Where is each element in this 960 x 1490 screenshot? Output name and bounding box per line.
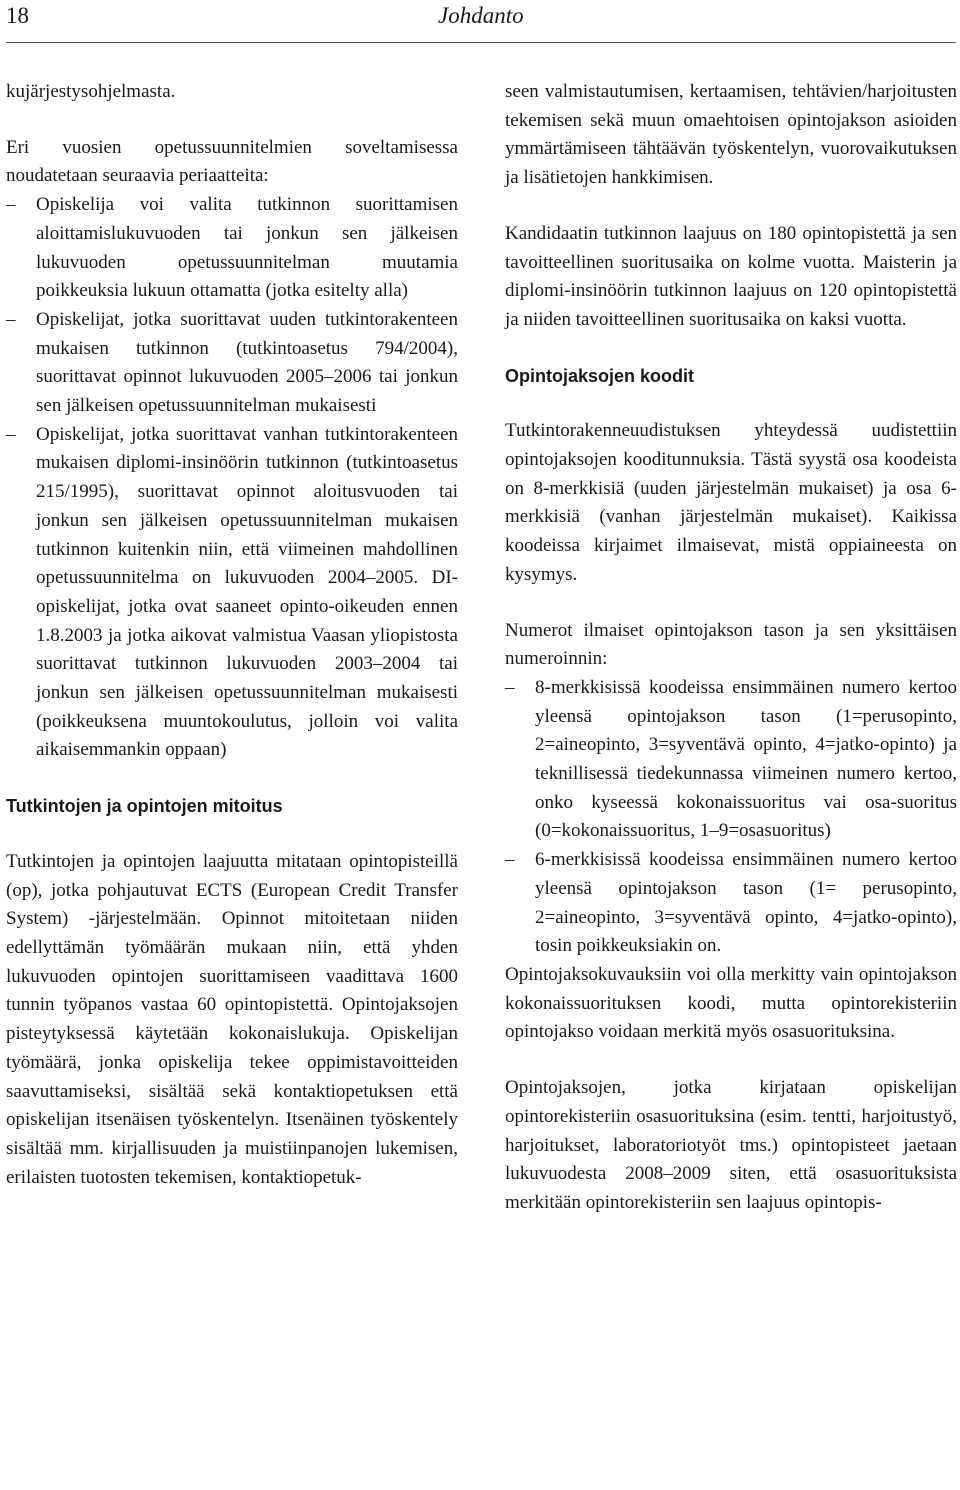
section-heading: Opintojaksojen koodit bbox=[505, 365, 695, 386]
section-heading: Tutkintojen ja opintojen mitoitus bbox=[6, 796, 283, 817]
paragraph: Eri vuosien opetussuunnitelmien soveltamisessa noudatetaan seuraavia periaatteita: bbox=[6, 136, 458, 187]
list-item: – Opiskelijat, jotka suorittavat uuden tutkintorakenteen mukaisen tutkinnon (tutkintoasetus 794/2004), suorittavat opinnot lukuvuoden 2005–2006 tai jonkun sen jälkeisen opetussuunnitelman mukaisesti bbox=[6, 306, 458, 421]
paragraph: kujärjestysohjelmasta. bbox=[6, 81, 176, 102]
list-item: – Opiskelijat, jotka suorittavat vanhan tutkintorakenteen mukaisen diplomi-insinöörin tutkinnon (tutkintoasetus 215/1995), suorittavat opinnot aloitusvuoden tai jonkun sen jälkeisen opetussuunnitelman mukaisen tutkinnon kuitenkin niin, että viimeinen mahdollinen opetussuunnitelma on lukuvuoden 2004–2005. DI-opiskelijat, jotka ovat saaneet opinto-oikeuden ennen 1.8.2003 ja jotka aikovat valmistua Vaasan yliopistosta suorittavat tutkinnon lukuvuoden 2003–2004 tai jonkun sen jälkeisen opetussuunnitelman mukaisesti (poikkeuksena muuntokoulutus, jolloin voi valita aikaisemmankin oppaan) bbox=[6, 421, 458, 765]
list-item: – Opiskelija voi valita tutkinnon suorittamisen aloittamislukuvuoden tai jonkun sen jälkeisen lukuvuoden opetussuunnitelman muutamia poikkeuksia lukuun ottamatta (jotka esitelty alla) bbox=[6, 191, 458, 306]
codes-list bbox=[505, 674, 957, 961]
page-header bbox=[6, 0, 956, 43]
paragraph: Tutkintorakenneuudistuksen yhteydessä uudistettiin opintojaksojen kooditunnuksia. Tästä syystä osa koodeista on 8-merkkisiä (uuden järjestelmän mukaiset) ja osa 6-merkkisiä (vanhan järjestelmän mukaiset). Kaikissa koodeissa kirjaimet ilmaisevat, mistä oppiaineesta on kysymys. bbox=[505, 420, 957, 585]
left-column bbox=[6, 78, 458, 1192]
paragraph: Numerot ilmaiset opintojakson tason ja sen yksittäisen numeroinnin: bbox=[505, 619, 957, 670]
right-column bbox=[505, 78, 957, 1218]
list-item: – 6-merkkisissä koodeissa ensimmäinen numero kertoo yleensä opintojakson tason (1= perusopinto, 2=aineopinto, 3=syventävä opinto, 4=jatko-opinto), tosin poikkeuksiakin on. bbox=[505, 846, 957, 961]
page-number: 18 bbox=[6, 3, 29, 28]
paragraph: Opintojaksojen, jotka kirjataan opiskelijan opintorekisteriin osasuorituksina (esim. tentti, harjoitustyö, harjoitukset, laboratoriotyöt tms.) opintopisteet jaetaan lukuvuodesta 2008–2009 siten, että osasuorituksista merkitään opintorekisteriin sen laajuus opintopis- bbox=[505, 1077, 957, 1213]
running-title: Johdanto bbox=[438, 3, 524, 28]
list-item: – 8-merkkisissä koodeissa ensimmäinen numero kertoo yleensä opintojakson tason (1=perusopinto, 2=aineopinto, 3=syventävä opinto, 4=jatko-opinto) ja teknillisessä tiedekunnassa viimeinen numero kertoo, onko kyseessä kokonaissuoritus vai osa-suoritus (0=kokonaissuoritus, 1–9=osasuoritus) bbox=[505, 674, 957, 846]
principles-list bbox=[6, 191, 458, 765]
paragraph: Opintojaksokuvauksiin voi olla merkitty vain opintojakson kokonaissuorituksen koodi, mutta opintorekisteriin opintojakso voidaan merkitä myös osasuorituksina. bbox=[505, 963, 957, 1043]
paragraph: seen valmistautumisen, kertaamisen, tehtävien/harjoitusten tekemisen sekä muun omaehtoisen opintojakson asioiden ymmärtämiseen tähtäävän työskentelyn, vuorovaikutuksen ja lisätietojen hankkimisen. bbox=[505, 81, 957, 189]
paragraph: Kandidaatin tutkinnon laajuus on 180 opintopistettä ja sen tavoitteellinen suoritusaika on kolme vuotta. Maisterin ja diplomi-insinöörin tutkinnon laajuus on 120 opintopistettä ja niiden tavoitteellinen suoritusaika on kaksi vuotta. bbox=[505, 222, 957, 330]
paragraph: Tutkintojen ja opintojen laajuutta mitataan opintopisteillä (op), jotka pohjautuvat ECTS (European Credit Transfer System) -järjestelmään. Opinnot mitoitetaan niiden edellyttämän työmäärän mukaan niin, että yhden lukuvuoden opintojen suorittamiseen vaadittava 1600 tunnin työpanos vastaa 60 opintopistettä. Opintojaksojen pisteytyksessä käytetään kokonaislukuja. Opiskelijan työmäärä, jonka opiskelija tekee oppimistavoitteiden saavuttamiseksi, sisältää sekä kontaktiopetuksen että opiskelijan itsenäisen työskentelyn. Itsenäinen työskentely sisältää mm. kirjallisuuden ja muistiinpanojen lukemisen, erilaisten tuotosten tekemisen, kontaktiopetuk- bbox=[6, 850, 458, 1188]
